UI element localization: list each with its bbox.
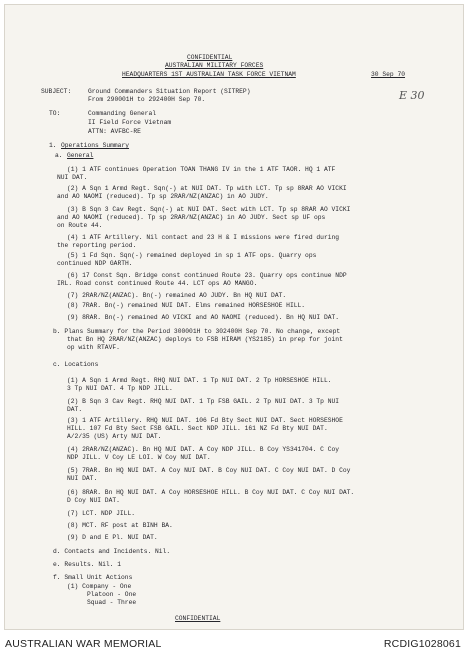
to-line-1: Commanding General — [88, 110, 157, 117]
general-item-1: (1) 1 ATF continues Operation TOAN THANG IV in the 1 ATF TAOR. HQ 1 ATF — [67, 166, 336, 173]
para-a-title: General — [67, 152, 94, 159]
para-c-locations: c. Locations — [53, 361, 99, 368]
to-line-3: ATTN: AVFBC-RE — [88, 128, 141, 135]
subject-line-2: From 290001H to 292400H Sep 70. — [88, 96, 206, 103]
location-item-5: (5) 7RAR. Bn HQ NUI DAT. A Coy NUI DAT. B Coy NUI DAT. C Coy NUI DAT. D Coy — [67, 467, 351, 474]
to-line-2: II Field Force Vietnam — [88, 119, 172, 126]
general-item-1-cont: NUI DAT. — [57, 174, 88, 181]
general-item-3-cont: and AO NAOMI (reduced). Tp sp 2RAR/NZ(ANZAC) in AO JUDY. Sect sp UF ops — [57, 214, 326, 221]
general-item-7: (7) 2RAR/NZ(ANZAC). Bn(-) remained AO JUDY. Bn HQ NUI DAT. — [67, 292, 287, 299]
location-item-1: (1) A Sqn 1 Armd Regt. RHQ NUI DAT. 1 Tp NUI DAT. 2 Tp HORSESHOE HILL. — [67, 377, 332, 384]
location-item-6: (6) 8RAR. Bn HQ NUI DAT. A Coy HORSESHOE HILL. B Coy NUI DAT. C Coy NUI DAT. — [67, 489, 355, 496]
to-label: TO: — [49, 110, 61, 117]
small-unit-platoon: Platoon - One — [87, 591, 137, 598]
para-a-label: a. — [55, 152, 63, 159]
para-b-plans-cont: that Bn HQ 2RAR/NZ(ANZAC) deploys to FSB HIRAM (YS2185) in prep for joint — [67, 336, 343, 343]
location-item-3-cont: HILL. 107 Fd Bty Sect FSB GAIL. Sect NDP JILL. 161 NZ Fd Bty NUI DAT. — [67, 425, 328, 432]
general-item-9: (9) 8RAR. Bn(-) remained AO VICKI and AO NAOMI (reduced). Bn HQ NUI DAT. — [67, 314, 340, 321]
location-item-7: (7) LCT. NDP JILL. — [67, 510, 136, 517]
general-item-4: (4) 1 ATF Artillery. Nil contact and 23 H & I missions were fired during — [67, 234, 340, 241]
general-item-3: (3) B Sqn 3 Cav Regt. Sqn(-) at NUI DAT. Sect with LCT. Tp sp 8RAR AO VICKI — [67, 206, 351, 213]
location-item-2-cont: DAT. — [67, 406, 83, 413]
classification-bottom: CONFIDENTIAL — [175, 615, 221, 622]
subject-line-1: Ground Commanders Situation Report (SITREP) — [88, 88, 251, 95]
para-b-plans-cont-2: op with RTAVF. — [67, 344, 120, 351]
small-unit-company: (1) Company - One — [67, 583, 132, 590]
archive-footer — [0, 630, 467, 654]
para-e-results: e. Results. Nil. 1 — [53, 561, 122, 568]
general-item-6-cont: IRL. Road const continued Route 44. LCT ops AO MANGO. — [57, 280, 258, 287]
document-page — [4, 4, 464, 630]
general-item-2-cont: and AO NAOMI (reduced). Tp sp 2RAR/NZ(ANZAC) in AO JUDY. — [57, 193, 269, 200]
location-item-3: (3) 1 ATF Artillery. RHQ NUI DAT. 106 Fd Bty Sect NUI DAT. Sect HORSESHOE — [67, 417, 343, 424]
subject-label: SUBJECT: — [41, 88, 72, 95]
section-1-title: Operations Summary — [61, 142, 130, 149]
org-line-1: AUSTRALIAN MILITARY FORCES — [165, 62, 264, 69]
document-date: 30 Sep 70 — [371, 71, 406, 78]
location-item-8: (8) MCT. RF post at BINH BA. — [67, 522, 173, 529]
small-unit-squad: Squad - Three — [87, 599, 137, 606]
general-item-2: (2) A Sqn 1 Armd Regt. Sqn(-) at NUI DAT. Tp with LCT. Tp sp 8RAR AO VICKI — [67, 185, 347, 192]
general-item-3-cont-2: on Route 44. — [57, 222, 103, 229]
handwritten-annotation: E 30 — [399, 89, 425, 102]
footer-record-id: RCDIG1028061 — [383, 638, 461, 650]
general-item-5: (5) 1 Fd Sqn. Sqn(-) remained deployed in sp 1 ATF ops. Quarry ops — [67, 252, 317, 259]
section-1-number: 1. — [49, 142, 57, 149]
general-item-6: (6) 17 Const Sqn. Bridge const continued Route 23. Quarry ops continue NDP — [67, 272, 347, 279]
general-item-8: (8) 7RAR. Bn(-) remained NUI DAT. Elms remained HORSESHOE HILL. — [67, 302, 306, 309]
location-item-3-cont-2: A/2/35 (US) Arty NUI DAT. — [67, 433, 162, 440]
location-item-6-cont: D Coy NUI DAT. — [67, 497, 120, 504]
general-item-5-cont: continued NDP GARTH. — [57, 260, 133, 267]
general-item-4-cont: the reporting period. — [57, 242, 137, 249]
para-d-contacts: d. Contacts and Incidents. Nil. — [53, 548, 171, 555]
footer-archive-name: AUSTRALIAN WAR MEMORIAL — [5, 638, 162, 650]
para-b-plans: b. Plans Summary for the Period 300001H to 302400H Sep 70. No change, except — [53, 328, 341, 335]
location-item-2: (2) B Sqn 3 Cav Regt. RHQ NUI DAT. 1 Tp FSB GAIL. 2 Tp NUI DAT. 3 Tp NUI — [67, 398, 340, 405]
classification-top: CONFIDENTIAL — [187, 54, 233, 61]
location-item-4-cont: NDP JILL. V Coy LE LOI. W Coy NUI DAT. — [67, 454, 211, 461]
org-line-2: HEADQUARTERS 1ST AUSTRALIAN TASK FORCE VIETNAM — [122, 71, 296, 78]
location-item-4: (4) 2RAR/NZ(ANZAC). Bn HQ NUI DAT. A Coy NDP JILL. B Coy YS341704. C Coy — [67, 446, 340, 453]
location-item-5-cont: NUI DAT. — [67, 475, 98, 482]
location-item-1-cont: 3 Tp NUI DAT. 4 Tp NDP JILL. — [67, 385, 173, 392]
location-item-9: (9) D and E Pl. NUI DAT. — [67, 534, 158, 541]
para-f-small-unit-actions: f. Small Unit Actions — [53, 574, 133, 581]
